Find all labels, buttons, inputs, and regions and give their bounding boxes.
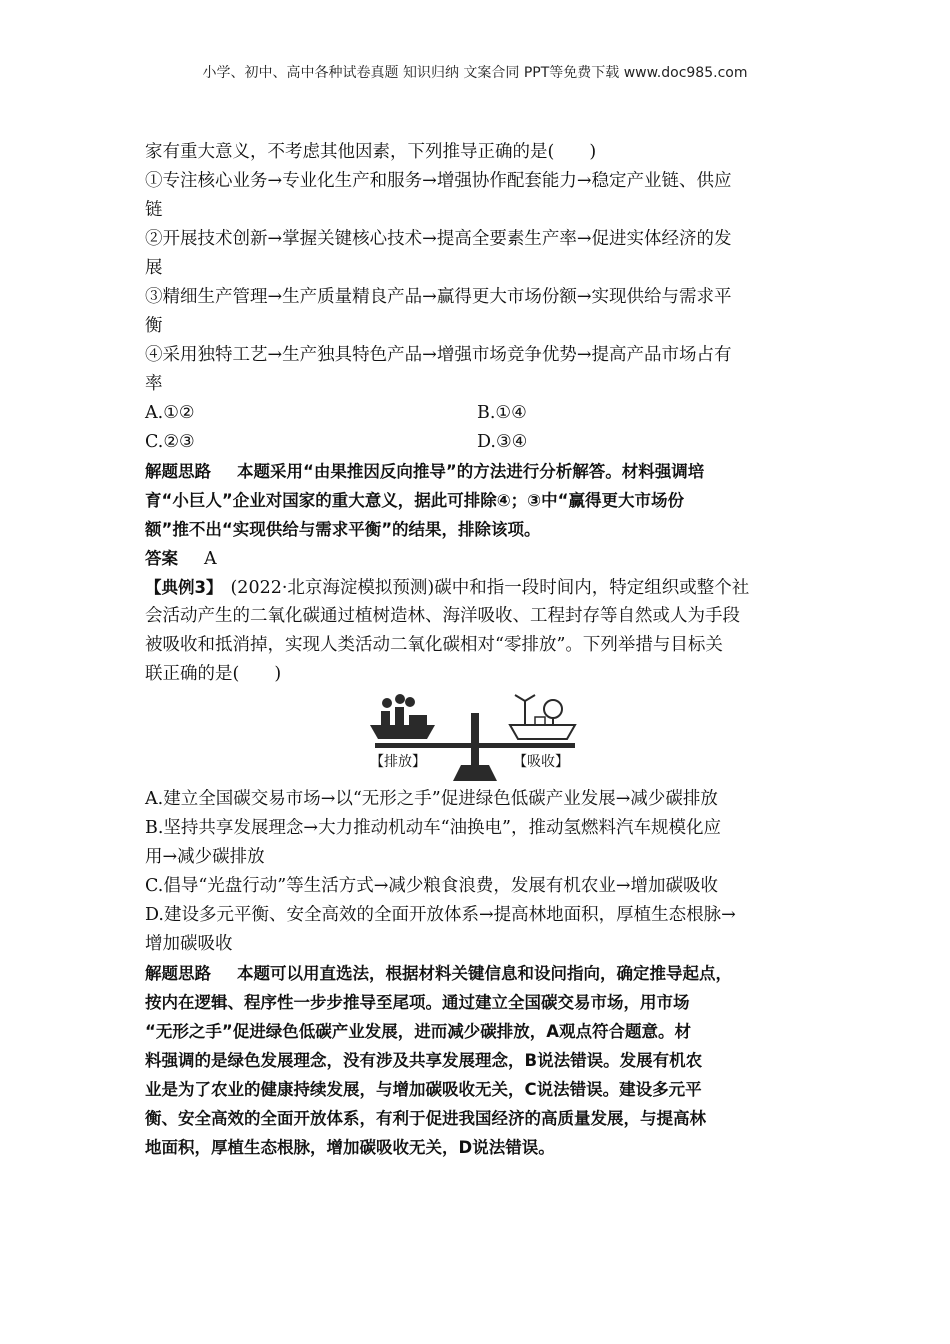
page-content (145, 138, 815, 1162)
solution-line: 业是为了农业的健康持续发展，与增加碳吸收无关，C说法错误。建设多元平 (145, 1080, 702, 1099)
solution-line: 料强调的是绿色发展理念，没有涉及共享发展理念，B说法错误。发展有机农 (145, 1051, 703, 1070)
solution-line: 额”推不出“实现供给与需求平衡”的结果，排除该项。 (145, 520, 541, 539)
option-d: D.建设多元平衡、安全高效的全面开放体系→提高林地面积，厚植生态根脉→ (145, 905, 736, 925)
options-row-1 (145, 399, 815, 428)
statement-2: ②开展技术创新→掌握关键核心技术→提高全要素生产率→促进实体经济的发 (145, 229, 732, 249)
example-stem-line: 会活动产生的二氧化碳通过植树造林、海洋吸收、工程封存等自然或人为手段 (145, 606, 740, 626)
absorption-label: 【吸收】 (513, 754, 569, 770)
option-a: A.建立全国碳交易市场→以“无形之手”促进绿色低碳产业发展→减少碳排放 (145, 789, 718, 809)
balance-scale-figure (145, 689, 815, 785)
options-row-2 (145, 428, 815, 457)
site-header: 小学、初中、高中各种试卷真题 知识归纳 文案合同 PPT等免费下载 www.doc985.com (202, 65, 748, 81)
option-b-cont: 用→减少碳排放 (145, 847, 265, 867)
emission-label: 【排放】 (370, 754, 426, 770)
answer-label: 答案 (145, 549, 178, 568)
option-b: B.①④ (477, 403, 527, 423)
solution-text: 本题采用“由果推因反向推导”的方法进行分析解答。材料强调培 (237, 462, 705, 481)
solution-line: 地面积，厚植生态根脉，增加碳吸收无关，D说法错误。 (145, 1138, 555, 1157)
statement-1-cont: 链 (145, 200, 163, 220)
statement-1: ①专注核心业务→专业化生产和服务→增强协作配套能力→稳定产业链、供应 (145, 171, 732, 191)
answer-value: A (204, 549, 217, 569)
statement-4-cont: 率 (145, 374, 163, 394)
solution-label: 解题思路 (145, 462, 211, 481)
statement-4: ④采用独特工艺→生产独具特色产品→增强市场竞争优势→提高产品市场占有 (145, 345, 732, 365)
option-d-cont: 增加碳吸收 (145, 934, 233, 954)
solution-line: 育“小巨人”企业对国家的重大意义，据此可排除④；③中“赢得更大市场份 (145, 491, 684, 510)
solution-label: 解题思路 (145, 964, 211, 983)
question-stem: 家有重大意义，不考虑其他因素，下列推导正确的是( ) (145, 142, 597, 162)
option-d: D.③④ (477, 432, 528, 452)
example-stem-text: (2022·北京海淀模拟预测)碳中和指一段时间内，特定组织或整个社 (230, 578, 750, 598)
solution-line: “无形之手”促进绿色低碳产业发展，进而减少碳排放，A观点符合题意。材 (145, 1022, 691, 1041)
option-c: C.②③ (145, 432, 195, 452)
solution-line (145, 959, 815, 988)
statement-2-cont: 展 (145, 258, 163, 278)
example-3-stem (145, 573, 815, 602)
solution-line (145, 457, 815, 486)
example-stem-line: 联正确的是( ) (145, 664, 282, 684)
option-b: B.坚持共享发展理念→大力推动机动车“油换电”，推动氢燃料汽车规模化应 (145, 818, 721, 838)
example-tag: 【典例3】 (145, 578, 223, 597)
solution-text: 本题可以用直选法，根据材料关键信息和设问指向，确定推导起点， (237, 964, 732, 983)
option-a: A.①② (145, 403, 195, 423)
answer-line (145, 544, 815, 573)
solution-line: 按内在逻辑、程序性一步步推导至尾项。通过建立全国碳交易市场，用市场 (145, 993, 690, 1012)
solution-line: 衡、安全高效的全面开放体系，有利于促进我国经济的高质量发展，与提高林 (145, 1109, 706, 1128)
statement-3-cont: 衡 (145, 316, 163, 336)
statement-3: ③精细生产管理→生产质量精良产品→赢得更大市场份额→实现供给与需求平 (145, 287, 732, 307)
example-stem-line: 被吸收和抵消掉，实现人类活动二氧化碳相对“零排放”。下列举措与目标关 (145, 635, 723, 655)
option-c: C.倡导“光盘行动”等生活方式→减少粮食浪费，发展有机农业→增加碳吸收 (145, 876, 719, 896)
